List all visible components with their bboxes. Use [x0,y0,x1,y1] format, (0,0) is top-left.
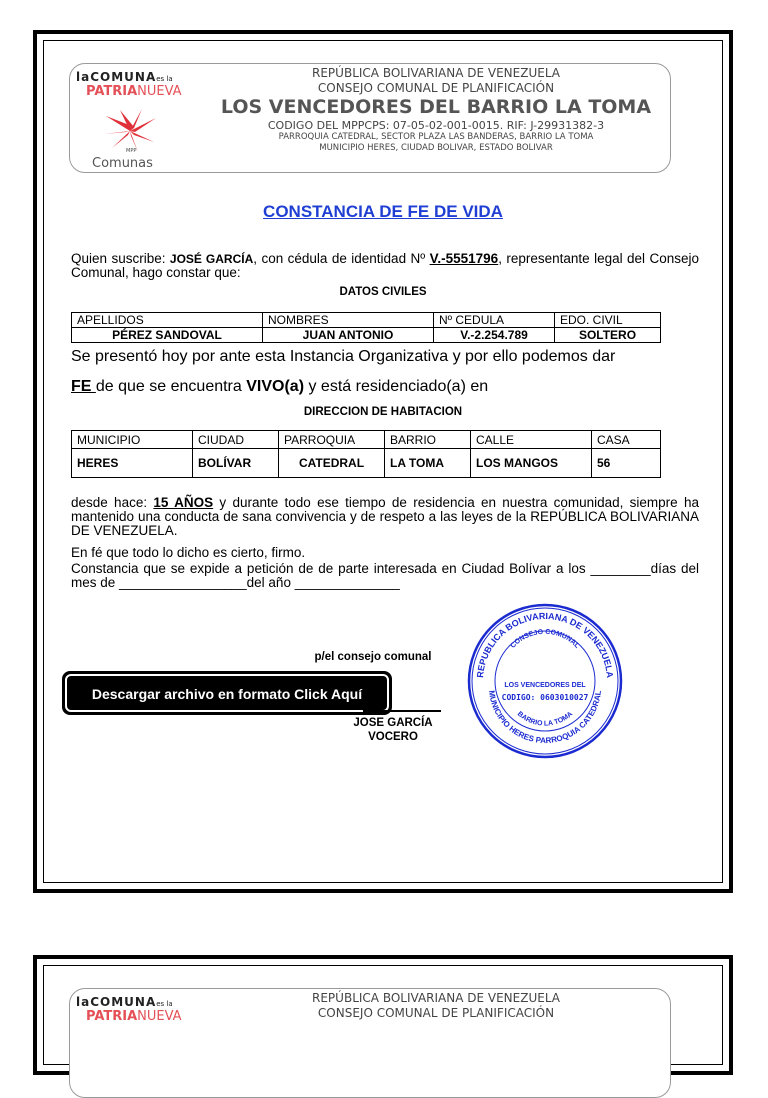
signature-line [363,710,441,712]
header-republica: REPÚBLICA BOLIVARIANA DE VENEZUELA [312,991,560,1005]
intro-paragraph: Quien suscribe: JOSÉ GARCÍA, con cédula de identidad Nº V.-5551796, representante legal del Consejo Comunal, hago constar que: [71,251,700,280]
civil-data-table [71,312,661,343]
svg-text:CONSEJO COMUNAL: CONSEJO COMUNAL [509,628,581,650]
letterhead [69,63,671,173]
download-button-label[interactable]: Descargar archivo en formato Click Aquí [65,674,389,712]
download-button[interactable] [62,671,392,715]
statement-line-2: FE de que se encuentra VIVO(a) y está residenciado(a) en [71,378,489,395]
document-title: CONSTANCIA DE FE DE VIDA [263,202,503,221]
table-header-row: APELLIDOS NOMBRES Nº CEDULA EDO. CIVIL [72,313,661,328]
statement-line-1: Se presentó hoy por ante esta Instancia Organizativa y por ello podemos dar [71,348,616,365]
table-row: PÉREZ SANDOVAL JUAN ANTONIO V.-2.254.789 SOLTERO [72,328,661,343]
header-consejo: CONSEJO COMUNAL DE PLANIFICACIÓN [317,81,555,95]
table-row: HERES BOLÍVAR CATEDRAL LA TOMA LOS MANGOS 56 [72,449,661,478]
por-consejo-label: p/el consejo comunal [314,651,432,663]
comunas-logo: laCOMUNAes la PATRIANUEVA MPP Comunas [76,70,182,171]
datos-civiles-heading: DATOS CIVILES [339,286,427,298]
header-parroquia: PARROQUIA CATEDRAL, SECTOR PLAZA LAS BANDERAS, BARRIO LA TOMA [278,132,594,142]
document-page [33,30,733,893]
signer-name: JOSE GARCÍA [353,717,433,729]
star-burst-icon [102,108,158,154]
svg-text:REPUBLICA BOLIVARIANA DE VENEZ: REPUBLICA BOLIVARIANA DE VENEZUELA [475,610,615,679]
signer-block [293,716,493,744]
table-header-row: MUNICIPIO CIUDAD PARROQUIA BARRIO CALLE CASA [72,431,661,449]
document-page-2 [33,955,733,1075]
expide-paragraph: Constancia que se expide a petición de de parte interesada en Ciudad Bolívar a los ________días del mes de _________________del año ______________ [71,561,699,590]
header-codigo: CODIGO DEL MPPCPS: 07-05-02-001-0015. RIF: J-29931382-3 [267,119,605,132]
svg-text:MUNICIPIO HERES PARROQUIA CATE: MUNICIPIO HERES PARROQUIA CATEDRAL [487,689,603,746]
header-consejo: CONSEJO COMUNAL DE PLANIFICACIÓN [317,1006,555,1020]
signer-role: VOCERO [368,731,418,743]
comunas-logo: laCOMUNAes la PATRIANUEVA [76,995,182,1024]
firmo-line: En fé que todo lo dicho es cierto, firmo. [71,545,306,560]
header-republica: REPÚBLICA BOLIVARIANA DE VENEZUELA [312,66,560,80]
svg-text:CODIGO: 0603010027: CODIGO: 0603010027 [501,693,589,702]
header-municipio: MUNICIPIO HERES, CIUDAD BOLIVAR, ESTADO BOLIVAR [319,143,553,153]
direccion-heading: DIRECCION DE HABITACION [303,406,463,418]
svg-text:MPP: MPP [126,148,137,154]
header-community-name: LOS VENCEDORES DEL BARRIO LA TOMA [220,96,652,118]
svg-text:BARRIO LA TOMA: BARRIO LA TOMA [515,710,575,728]
svg-text:LOS VENCEDORES DEL: LOS VENCEDORES DEL [504,682,586,689]
residence-paragraph: desde hace: 15 AÑOS y durante todo ese tiempo de residencia en nuestra comunidad, siempre ha mantenido una conducta de sana convivencia y de respeto a las leyes de la REPÚBLICA BOLIVARIANA DE VENEZUELA. [71,495,699,538]
letterhead [69,988,671,1098]
address-table [71,430,661,478]
